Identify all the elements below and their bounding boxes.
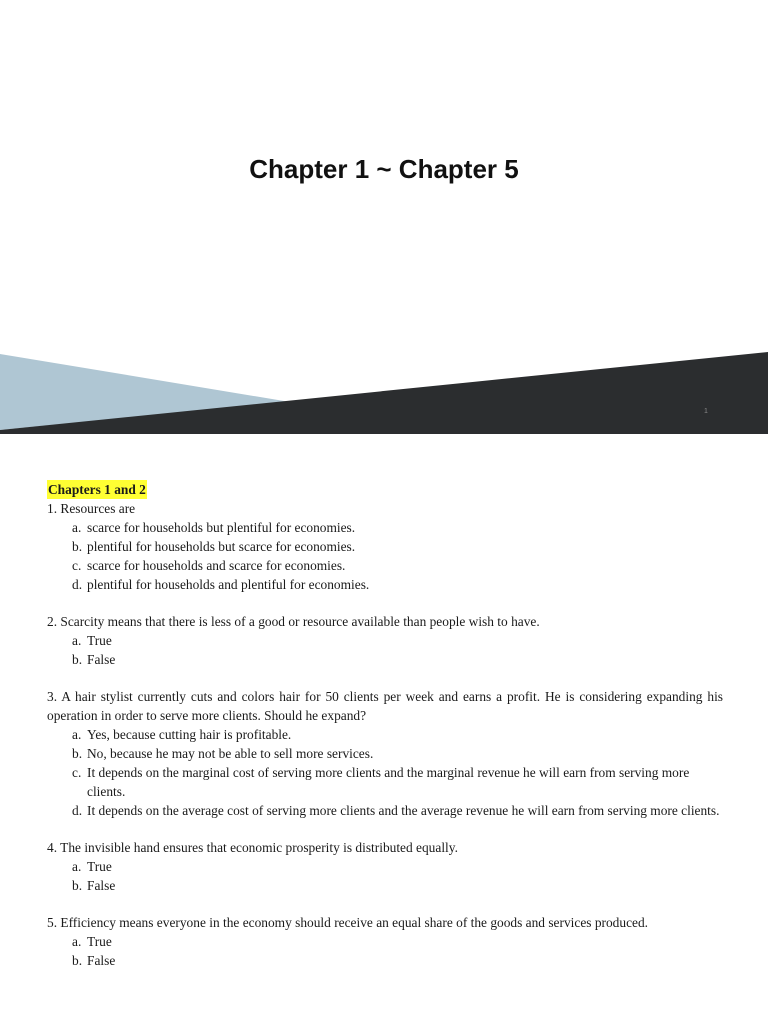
option-list bbox=[47, 631, 723, 669]
option-list bbox=[47, 725, 723, 820]
option-letter: c. bbox=[72, 558, 82, 573]
option-letter: d. bbox=[72, 577, 83, 592]
option-list bbox=[47, 518, 723, 594]
option-item bbox=[47, 744, 723, 763]
option-letter: d. bbox=[72, 803, 83, 818]
option-item bbox=[47, 857, 723, 876]
option-letter: a. bbox=[72, 859, 82, 874]
option-text: False bbox=[87, 652, 116, 667]
question-stem: 2. Scarcity means that there is less of a good or resource available than people wish to have. bbox=[47, 614, 540, 629]
option-letter: b. bbox=[72, 953, 83, 968]
option-item bbox=[47, 932, 723, 951]
option-text: False bbox=[87, 878, 116, 893]
question-3 bbox=[47, 687, 723, 820]
option-text: scarce for households and scarce for economies. bbox=[87, 558, 346, 573]
option-text: It depends on the marginal cost of serving more clients and the marginal revenue he will earn from serving more clients. bbox=[87, 765, 690, 799]
slide-banner bbox=[0, 350, 768, 434]
quiz-document bbox=[47, 480, 723, 988]
slide-title: Chapter 1 ~ Chapter 5 bbox=[249, 154, 519, 184]
question-stem: 1. Resources are bbox=[47, 501, 136, 516]
option-letter: b. bbox=[72, 746, 83, 761]
option-letter: a. bbox=[72, 934, 82, 949]
question-stem: 4. The invisible hand ensures that economic prosperity is distributed equally. bbox=[47, 840, 458, 855]
option-text: No, because he may not be able to sell more services. bbox=[87, 746, 374, 761]
option-letter: c. bbox=[72, 765, 82, 780]
option-item bbox=[47, 801, 723, 820]
option-text: False bbox=[87, 953, 116, 968]
option-text: It depends on the average cost of serving more clients and the average revenue he will earn from serving more clients. bbox=[87, 803, 720, 818]
option-item bbox=[47, 518, 723, 537]
option-text: True bbox=[87, 859, 112, 874]
option-list bbox=[47, 932, 723, 970]
option-letter: a. bbox=[72, 520, 82, 535]
question-4 bbox=[47, 838, 723, 895]
option-letter: b. bbox=[72, 539, 83, 554]
option-item bbox=[47, 575, 723, 594]
option-letter: b. bbox=[72, 878, 83, 893]
question-stem: 3. A hair stylist currently cuts and colors hair for 50 clients per week and earns a profit. He is considering expanding his operation in order to serve more clients. Should he expand? bbox=[47, 689, 723, 723]
option-item bbox=[47, 725, 723, 744]
option-text: True bbox=[87, 633, 112, 648]
option-letter: b. bbox=[72, 652, 83, 667]
option-item bbox=[47, 763, 723, 801]
option-text: plentiful for households and plentiful for economies. bbox=[87, 577, 370, 592]
option-list bbox=[47, 857, 723, 895]
option-item bbox=[47, 951, 723, 970]
option-text: scarce for households but plentiful for economies. bbox=[87, 520, 356, 535]
option-text: Yes, because cutting hair is profitable. bbox=[87, 727, 292, 742]
option-letter: a. bbox=[72, 727, 82, 742]
option-item bbox=[47, 537, 723, 556]
question-1 bbox=[47, 499, 723, 594]
option-item bbox=[47, 650, 723, 669]
option-letter: a. bbox=[72, 633, 82, 648]
option-text: True bbox=[87, 934, 112, 949]
question-stem: 5. Efficiency means everyone in the economy should receive an equal share of the goods and services produced. bbox=[47, 915, 648, 930]
option-item bbox=[47, 876, 723, 895]
option-item bbox=[47, 631, 723, 650]
question-5 bbox=[47, 913, 723, 970]
option-text: plentiful for households but scarce for economies. bbox=[87, 539, 356, 554]
option-item bbox=[47, 556, 723, 575]
chapter-heading: Chapters 1 and 2 bbox=[48, 482, 146, 497]
question-2 bbox=[47, 612, 723, 669]
page-number: 1 bbox=[704, 408, 708, 415]
